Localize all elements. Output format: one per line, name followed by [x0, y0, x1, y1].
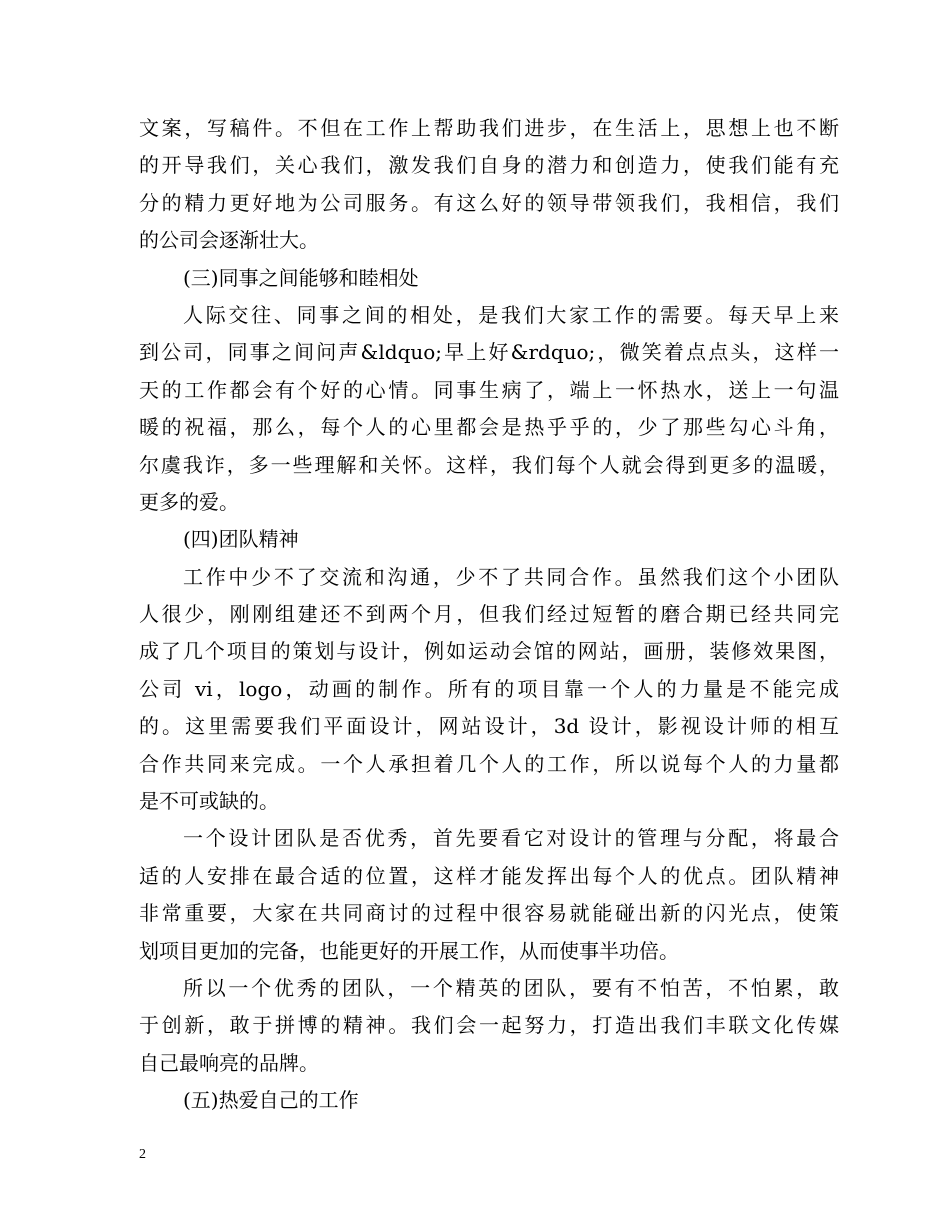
text-line: 成了几个项目的策划与设计，例如运动会馆的网站，画册，装修效果图， [139, 639, 839, 664]
text-line: 工作中少不了交流和沟通，少不了共同合作。虽然我们这个小团队 [183, 564, 839, 589]
text-line: 合作共同来完成。一个人承担着几个人的工作，所以说每个人的力量都 [139, 751, 839, 776]
text-line: 人际交往、同事之间的相处，是我们大家工作的需要。每天早上来 [183, 302, 839, 327]
document-body [139, 110, 839, 1120]
text-line: 分的精力更好地为公司服务。有这么好的领导带领我们，我相信，我们 [139, 190, 839, 215]
text-line: 的。这里需要我们平面设计，网站设计，3d 设计，影视设计师的相互 [139, 714, 839, 739]
text-line: 到公司，同事之间问声&ldquo;早上好&rdquo;，微笑着点点头，这样一 [139, 340, 839, 365]
text-line: (三)同事之间能够和睦相处 [183, 265, 419, 290]
text-line: 人很少，刚刚组建还不到两个月，但我们经过短暂的磨合期已经共同完 [139, 602, 839, 627]
text-line: 非常重要，大家在共同商讨的过程中很容易就能碰出新的闪光点，使策 [139, 901, 839, 926]
paragraph [139, 110, 839, 260]
text-line: 尔虞我诈，多一些理解和关怀。这样，我们每个人就会得到更多的温暖， [139, 452, 839, 477]
text-line: 文案，写稿件。不但在工作上帮助我们进步，在生活上，思想上也不断 [139, 116, 839, 140]
text-line: 适的人安排在最合适的位置，这样才能发挥出每个人的优点。团队精神 [139, 863, 839, 888]
text-line: (五)热爱自己的工作 [183, 1088, 359, 1113]
text-line: 所以一个优秀的团队，一个精英的团队，要有不怕苦，不怕累，敢 [183, 975, 839, 1000]
text-line: 划项目更加的完备，也能更好的开展工作，从而使事半功倍。 [139, 938, 679, 963]
text-line: 是不可或缺的。 [139, 789, 279, 814]
text-line: 的公司会逐渐壮大。 [139, 228, 319, 253]
paragraph [139, 970, 839, 1082]
text-line: 的开导我们，关心我们，激发我们自身的潜力和创造力，使我们能有充 [139, 153, 839, 178]
text-line: 于创新，敢于拼博的精神。我们会一起努力，打造出我们丰联文化传媒 [139, 1013, 839, 1038]
text-line: 暖的祝福，那么，每个人的心里都会是热乎乎的，少了那些勾心斗角， [139, 415, 839, 440]
section-heading [139, 260, 839, 297]
paragraph [139, 297, 839, 521]
text-line: 公司 vi，logo，动画的制作。所有的项目靠一个人的力量是不能完成 [139, 676, 839, 701]
paragraph [139, 820, 839, 970]
section-heading [139, 1082, 839, 1119]
text-line: 一个设计团队是否优秀，首先要看它对设计的管理与分配，将最合 [183, 826, 839, 851]
text-line: 更多的爱。 [139, 489, 239, 514]
text-line: 自己最响亮的品牌。 [139, 1050, 319, 1075]
text-line: (四)团队精神 [183, 527, 299, 552]
section-heading [139, 521, 839, 558]
text-line: 天的工作都会有个好的心情。同事生病了，端上一怀热水，送上一句温 [139, 377, 839, 402]
page-number: 2 [139, 1147, 146, 1162]
paragraph [139, 559, 839, 821]
